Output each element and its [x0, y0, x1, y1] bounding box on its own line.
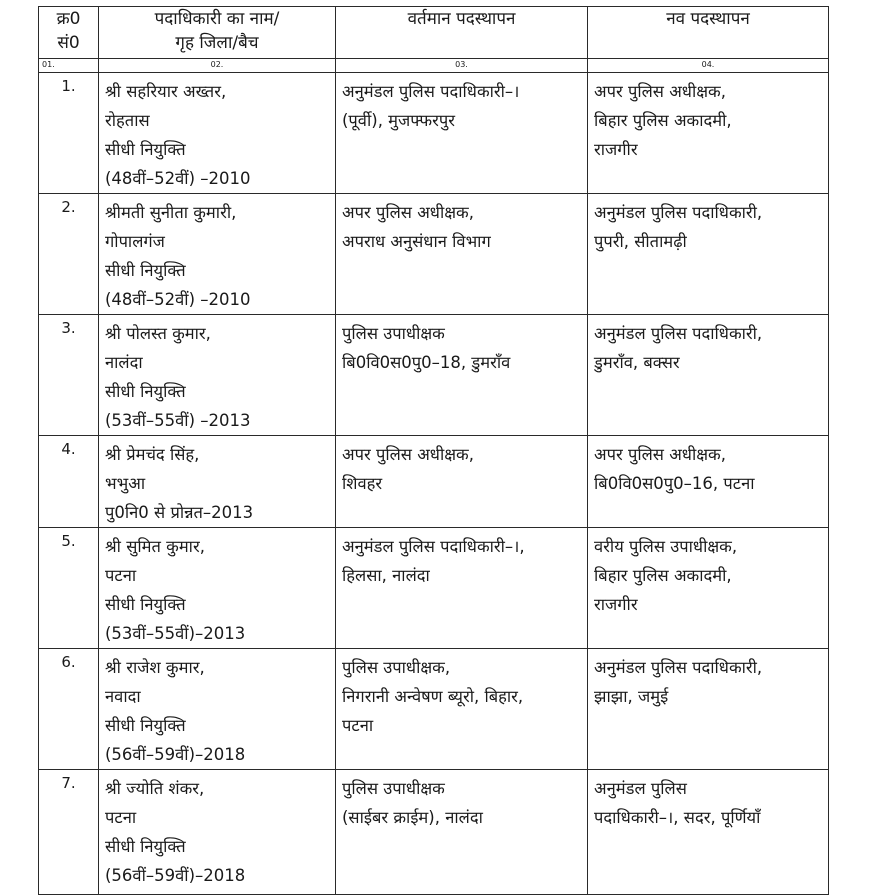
index-cell: 01.: [39, 59, 99, 73]
new-posting-line: बिहार पुलिस अकादमी,: [594, 566, 732, 585]
table-row: [39, 649, 829, 770]
current-posting-line: अपर पुलिस अधीक्षक,: [342, 445, 474, 464]
officer-details-line: (56वीं–59वीं)–2018: [105, 866, 246, 885]
current-posting-line: (पूर्वी), मुजफ्फरपुर: [342, 111, 456, 130]
table-row: [39, 770, 829, 895]
current-posting: [336, 528, 588, 649]
header-serial: [39, 7, 99, 59]
current-posting-line: अनुमंडल पुलिस पदाधिकारी–।: [342, 82, 520, 101]
officer-details-line: श्री सहरियार अख्तर,: [105, 82, 227, 101]
officer-details-line: श्री सुमित कुमार,: [105, 537, 205, 556]
posting-table: [38, 6, 829, 895]
serial-number: 7.: [39, 770, 99, 895]
serial-number: 2.: [39, 194, 99, 315]
new-posting-line: अनुमंडल पुलिस: [594, 779, 687, 798]
header-new-posting: नव पदस्थापन: [588, 7, 829, 59]
officer-details: [99, 315, 336, 436]
current-posting-line: अपर पुलिस अधीक्षक,: [342, 203, 474, 222]
current-posting: [336, 315, 588, 436]
table-row: [39, 73, 829, 194]
new-posting: [588, 770, 829, 895]
new-posting-line: डुमराँव, बक्सर: [594, 353, 680, 372]
officer-details-line: सीधी नियुक्ति: [105, 595, 186, 614]
officer-details: [99, 528, 336, 649]
header-serial-line: सं0: [57, 33, 80, 53]
officer-details-line: पु0नि0 से प्रोन्नत–2013: [105, 503, 254, 522]
officer-details-line: भभुआ: [105, 474, 146, 493]
officer-details-line: श्री राजेश कुमार,: [105, 658, 205, 677]
serial-number: 5.: [39, 528, 99, 649]
current-posting: [336, 649, 588, 770]
officer-details-line: (53वीं–55वीं)–2013: [105, 624, 246, 643]
officer-details-line: सीधी नियुक्ति: [105, 140, 186, 159]
officer-details: [99, 649, 336, 770]
table-row: [39, 436, 829, 528]
officer-details-line: रोहतास: [105, 111, 150, 130]
officer-details-line: सीधी नियुक्ति: [105, 716, 186, 735]
officer-details-line: (48वीं–52वीं) –2010: [105, 169, 251, 188]
new-posting-line: पुपरी, सीतामढ़ी: [594, 232, 687, 251]
current-posting-line: शिवहर: [342, 474, 383, 493]
current-posting-line: अनुमंडल पुलिस पदाधिकारी–।,: [342, 537, 525, 556]
officer-details-line: सीधी नियुक्ति: [105, 837, 186, 856]
new-posting-line: अनुमंडल पुलिस पदाधिकारी,: [594, 658, 763, 677]
new-posting-line: बिहार पुलिस अकादमी,: [594, 111, 732, 130]
new-posting-line: पदाधिकारी–।, सदर, पूर्णियाँ: [594, 808, 761, 827]
current-posting-line: बि0वि0स0पु0–18, डुमराँव: [342, 353, 511, 372]
new-posting-line: अपर पुलिस अधीक्षक,: [594, 445, 726, 464]
new-posting-line: बि0वि0स0पु0–16, पटना: [594, 474, 755, 493]
header-officer-line: पदाधिकारी का नाम/: [154, 9, 280, 29]
new-posting-line: वरीय पुलिस उपाधीक्षक,: [594, 537, 738, 556]
table-row: [39, 315, 829, 436]
current-posting: [336, 770, 588, 895]
index-cell: 04.: [588, 59, 829, 73]
current-posting-line: अपराध अनुसंधान विभाग: [342, 232, 491, 251]
current-posting-line: (साईबर क्राईम), नालंदा: [342, 808, 483, 827]
new-posting: [588, 649, 829, 770]
serial-number: 6.: [39, 649, 99, 770]
officer-details-line: गोपालगंज: [105, 232, 165, 251]
officer-details-line: पटना: [105, 566, 137, 585]
officer-details: [99, 770, 336, 895]
officer-details-line: पटना: [105, 808, 137, 827]
current-posting-line: पुलिस उपाधीक्षक,: [342, 658, 451, 677]
current-posting: [336, 436, 588, 528]
serial-number: 1.: [39, 73, 99, 194]
table-row: [39, 194, 829, 315]
officer-details-line: श्री ज्योति शंकर,: [105, 779, 205, 798]
header-serial-line: क्र0: [56, 9, 81, 29]
new-posting-line: अनुमंडल पुलिस पदाधिकारी,: [594, 324, 763, 343]
new-posting-line: झाझा, जमुई: [594, 687, 669, 706]
officer-details: [99, 73, 336, 194]
new-posting: [588, 73, 829, 194]
current-posting-line: हिलसा, नालंदा: [342, 566, 430, 585]
officer-details-line: सीधी नियुक्ति: [105, 382, 186, 401]
current-posting-line: पटना: [342, 716, 374, 735]
current-posting-line: पुलिस उपाधीक्षक: [342, 779, 445, 798]
officer-details: [99, 436, 336, 528]
serial-number: 4.: [39, 436, 99, 528]
header-row: [39, 7, 829, 59]
new-posting: [588, 315, 829, 436]
header-officer: [99, 7, 336, 59]
officer-details-line: सीधी नियुक्ति: [105, 261, 186, 280]
new-posting: [588, 194, 829, 315]
new-posting-line: राजगीर: [594, 595, 638, 614]
current-posting-line: निगरानी अन्वेषण ब्यूरो, बिहार,: [342, 687, 524, 706]
index-cell: 03.: [336, 59, 588, 73]
officer-details-line: श्री प्रेमचंद सिंह,: [105, 445, 200, 464]
officer-details-line: (48वीं–52वीं) –2010: [105, 290, 251, 309]
new-posting-line: अनुमंडल पुलिस पदाधिकारी,: [594, 203, 763, 222]
header-officer-line: गृह जिला/बैच: [175, 33, 259, 53]
header-current-posting: वर्तमान पदस्थापन: [336, 7, 588, 59]
new-posting: [588, 528, 829, 649]
officer-details-line: श्रीमती सुनीता कुमारी,: [105, 203, 237, 222]
officer-details-line: (56वीं–59वीं)–2018: [105, 745, 246, 764]
current-posting-line: पुलिस उपाधीक्षक: [342, 324, 445, 343]
new-posting-line: राजगीर: [594, 140, 638, 159]
index-cell: 02.: [99, 59, 336, 73]
table-body: [39, 73, 829, 895]
officer-details-line: (53वीं–55वीं) –2013: [105, 411, 251, 430]
new-posting: [588, 436, 829, 528]
current-posting: [336, 194, 588, 315]
officer-details-line: नवादा: [105, 687, 141, 706]
new-posting-line: अपर पुलिस अधीक्षक,: [594, 82, 726, 101]
officer-details: [99, 194, 336, 315]
table-row: [39, 528, 829, 649]
current-posting: [336, 73, 588, 194]
officer-details-line: श्री पोलस्त कुमार,: [105, 324, 211, 343]
officer-details-line: नालंदा: [105, 353, 143, 372]
posting-document: [38, 6, 828, 895]
serial-number: 3.: [39, 315, 99, 436]
index-row: [39, 59, 829, 73]
